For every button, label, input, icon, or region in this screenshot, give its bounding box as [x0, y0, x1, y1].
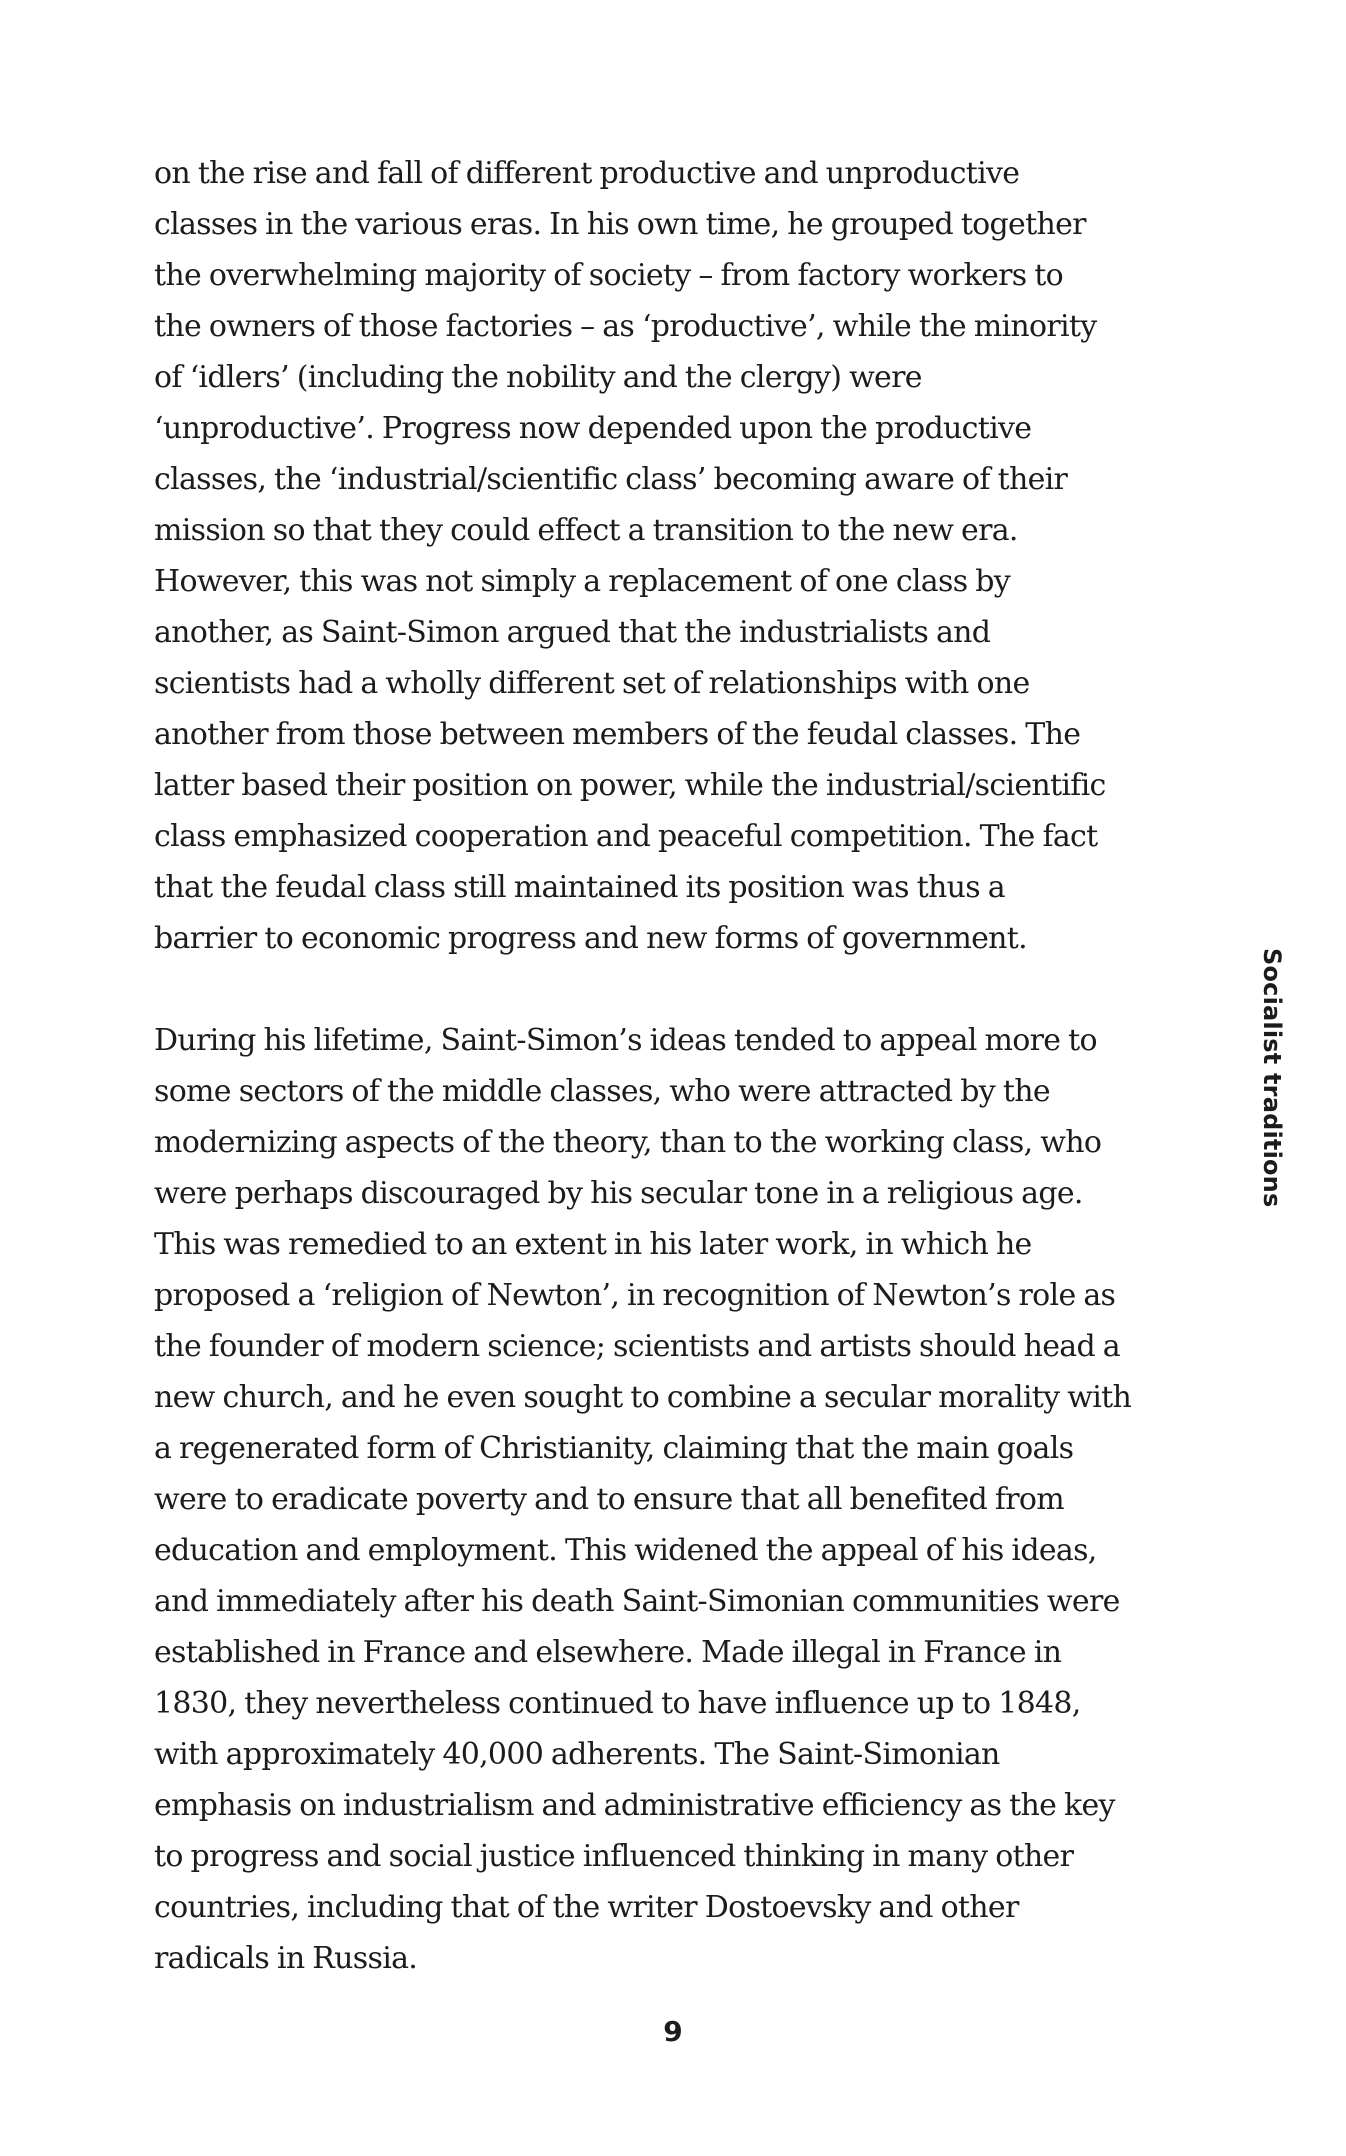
text-line: mission so that they could effect a transition to the new era. [154, 513, 1018, 548]
text-line: education and employment. This widened the appeal of his ideas, [154, 1533, 1097, 1568]
text-line: another from those between members of the feudal classes. The [154, 717, 1081, 752]
text-line: the owners of those factories – as ‘productive’, while the minority [154, 309, 1097, 344]
text-line: new church, and he even sought to combine a secular morality with [154, 1380, 1132, 1415]
text-line: During his lifetime, Saint-Simon’s ideas tended to appeal more to [154, 1023, 1097, 1058]
running-head: Socialist traditions [1258, 948, 1286, 1208]
text-line: emphasis on industrialism and administrative efficiency as the key [154, 1788, 1115, 1823]
paragraph-2 [154, 1015, 1216, 1984]
text-line: This was remedied to an extent in his later work, in which he [154, 1227, 1032, 1262]
text-line: classes in the various eras. In his own time, he grouped together [154, 207, 1086, 242]
text-line: were perhaps discouraged by his secular tone in a religious age. [154, 1176, 1083, 1211]
text-line: with approximately 40,000 adherents. The Saint-Simonian [154, 1737, 1000, 1772]
text-line: of ‘idlers’ (including the nobility and the clergy) were [154, 360, 922, 395]
page-number: 9 [663, 2015, 683, 2048]
body-text [154, 148, 1216, 1984]
text-line: some sectors of the middle classes, who were attracted by the [154, 1074, 1050, 1109]
text-line: were to eradicate poverty and to ensure that all benefited from [154, 1482, 1065, 1517]
paragraph-spacer [154, 964, 1216, 1015]
paragraph-1 [154, 148, 1216, 964]
text-line: countries, including that of the writer Dostoevsky and other [154, 1890, 1019, 1925]
text-line: ‘unproductive’. Progress now depended upon the productive [154, 411, 1032, 446]
text-line: established in France and elsewhere. Made illegal in France in [154, 1635, 1062, 1670]
text-line: scientists had a wholly different set of relationships with one [154, 666, 1030, 701]
text-line: another, as Saint-Simon argued that the industrialists and [154, 615, 991, 650]
text-line: modernizing aspects of the theory, than to the working class, who [154, 1125, 1102, 1160]
text-line: on the rise and fall of different productive and unproductive [154, 156, 1020, 191]
text-line: classes, the ‘industrial/scientific class’ becoming aware of their [154, 462, 1068, 497]
text-line: that the feudal class still maintained its position was thus a [154, 870, 1005, 905]
text-line: 1830, they nevertheless continued to have influence up to 1848, [154, 1686, 1081, 1721]
text-line: and immediately after his death Saint-Simonian communities were [154, 1584, 1120, 1619]
text-line: class emphasized cooperation and peaceful competition. The fact [154, 819, 1098, 854]
text-line: barrier to economic progress and new forms of government. [154, 921, 1027, 956]
text-line: to progress and social justice influenced thinking in many other [154, 1839, 1074, 1874]
text-line: However, this was not simply a replacement of one class by [154, 564, 1010, 599]
text-line: latter based their position on power, while the industrial/scientific [154, 768, 1106, 803]
text-line: proposed a ‘religion of Newton’, in recognition of Newton’s role as [154, 1278, 1116, 1313]
text-line: a regenerated form of Christianity, claiming that the main goals [154, 1431, 1074, 1466]
text-line: the founder of modern science; scientists and artists should head a [154, 1329, 1120, 1364]
text-line: the overwhelming majority of society – from factory workers to [154, 258, 1064, 293]
text-line: radicals in Russia. [154, 1941, 418, 1976]
